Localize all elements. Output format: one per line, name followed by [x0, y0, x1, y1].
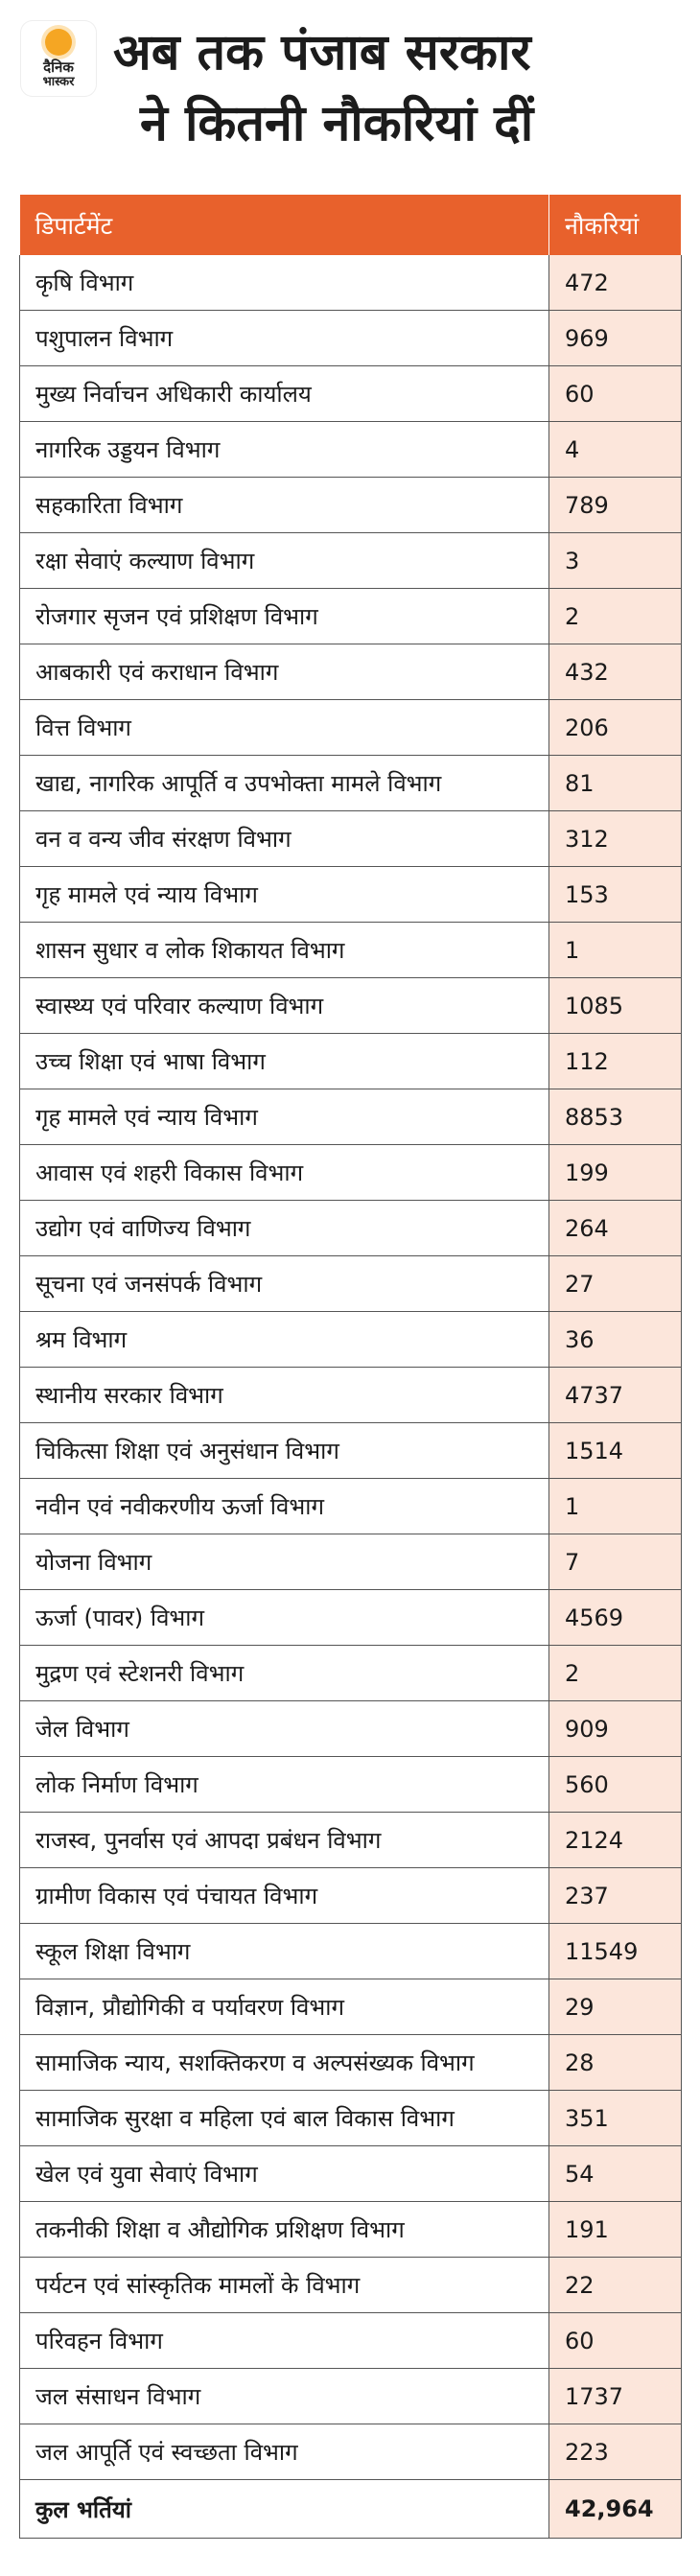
table-row — [20, 1201, 682, 1256]
table-row — [20, 366, 682, 422]
jobs-count: 7 — [549, 1534, 682, 1590]
jobs-count: 1 — [549, 923, 682, 978]
table-row — [20, 1813, 682, 1868]
jobs-count: 264 — [549, 1201, 682, 1256]
jobs-count: 969 — [549, 311, 682, 366]
table-row — [20, 1701, 682, 1757]
dainik-bhaskar-logo — [21, 21, 96, 96]
header — [0, 0, 700, 182]
title-line-2: ने कितनी नौकरियां दीं — [140, 95, 534, 152]
department-name: तकनीकी शिक्षा व औद्योगिक प्रशिक्षण विभाग — [20, 2202, 549, 2258]
jobs-count: 1737 — [549, 2369, 682, 2424]
department-name: मुद्रण एवं स्टेशनरी विभाग — [20, 1646, 549, 1701]
jobs-count: 54 — [549, 2146, 682, 2202]
jobs-count: 11549 — [549, 1924, 682, 1979]
jobs-count: 432 — [549, 644, 682, 700]
jobs-count: 60 — [549, 2313, 682, 2369]
table-row — [20, 1534, 682, 1590]
jobs-count: 199 — [549, 1145, 682, 1201]
table-row — [20, 2146, 682, 2202]
sun-icon — [45, 29, 72, 56]
jobs-count: 223 — [549, 2424, 682, 2480]
table-row — [20, 1423, 682, 1479]
table-row — [20, 1479, 682, 1534]
jobs-count: 36 — [549, 1312, 682, 1368]
department-name: स्थानीय सरकार विभाग — [20, 1368, 549, 1423]
department-name: योजना विभाग — [20, 1534, 549, 1590]
table-row — [20, 2202, 682, 2258]
jobs-count: 60 — [549, 366, 682, 422]
table-row — [20, 756, 682, 811]
total-label: कुल भर्तियां — [20, 2480, 549, 2539]
department-name: स्कूल शिक्षा विभाग — [20, 1924, 549, 1979]
department-name: जल आपूर्ति एवं स्वच्छता विभाग — [20, 2424, 549, 2480]
table-row — [20, 478, 682, 533]
department-name: ऊर्जा (पावर) विभाग — [20, 1590, 549, 1646]
table-row — [20, 1979, 682, 2035]
table-row — [20, 1757, 682, 1813]
table-row — [20, 589, 682, 644]
jobs-count: 472 — [549, 255, 682, 311]
department-name: नवीन एवं नवीकरणीय ऊर्जा विभाग — [20, 1479, 549, 1534]
department-name: परिवहन विभाग — [20, 2313, 549, 2369]
table-row — [20, 978, 682, 1034]
jobs-count: 351 — [549, 2091, 682, 2146]
table-row — [20, 2313, 682, 2369]
department-name: ग्रामीण विकास एवं पंचायत विभाग — [20, 1868, 549, 1924]
department-name: रोजगार सृजन एवं प्रशिक्षण विभाग — [20, 589, 549, 644]
department-name: स्वास्थ्य एवं परिवार कल्याण विभाग — [20, 978, 549, 1034]
department-name: रक्षा सेवाएं कल्याण विभाग — [20, 533, 549, 589]
department-name: पशुपालन विभाग — [20, 311, 549, 366]
department-name: सामाजिक न्याय, सशक्तिकरण व अल्पसंख्यक विभाग — [20, 2035, 549, 2091]
table-row — [20, 1145, 682, 1201]
table-header-row — [20, 195, 682, 255]
table-row — [20, 1089, 682, 1145]
jobs-count: 28 — [549, 2035, 682, 2091]
jobs-count: 560 — [549, 1757, 682, 1813]
table-row — [20, 533, 682, 589]
jobs-count: 1514 — [549, 1423, 682, 1479]
department-name: गृह मामले एवं न्याय विभाग — [20, 1089, 549, 1145]
jobs-count: 191 — [549, 2202, 682, 2258]
table-row — [20, 1368, 682, 1423]
total-row — [20, 2480, 682, 2539]
table-row — [20, 2091, 682, 2146]
department-name: वित्त विभाग — [20, 700, 549, 756]
table-row — [20, 811, 682, 867]
jobs-count: 3 — [549, 533, 682, 589]
jobs-table — [19, 195, 682, 2539]
jobs-count: 4737 — [549, 1368, 682, 1423]
department-name: चिकित्सा शिक्षा एवं अनुसंधान विभाग — [20, 1423, 549, 1479]
department-name: कृषि विभाग — [20, 255, 549, 311]
department-name: राजस्व, पुनर्वास एवं आपदा प्रबंधन विभाग — [20, 1813, 549, 1868]
table-row — [20, 255, 682, 311]
jobs-count: 8853 — [549, 1089, 682, 1145]
table-row — [20, 1590, 682, 1646]
jobs-count: 2 — [549, 1646, 682, 1701]
logo-text-line2: भास्कर — [42, 75, 75, 89]
department-name: सामाजिक सुरक्षा व महिला एवं बाल विकास विभाग — [20, 2091, 549, 2146]
jobs-count: 153 — [549, 867, 682, 923]
page-title — [113, 17, 688, 159]
table-row — [20, 1312, 682, 1368]
department-name: नागरिक उड्डयन विभाग — [20, 422, 549, 478]
table-row — [20, 1868, 682, 1924]
jobs-count: 4569 — [549, 1590, 682, 1646]
department-name: जल संसाधन विभाग — [20, 2369, 549, 2424]
jobs-count: 27 — [549, 1256, 682, 1312]
department-name: श्रम विभाग — [20, 1312, 549, 1368]
table-row — [20, 923, 682, 978]
jobs-count: 2124 — [549, 1813, 682, 1868]
table-row — [20, 422, 682, 478]
table-row — [20, 2035, 682, 2091]
title-line-1: अब तक पंजाब सरकार — [113, 24, 531, 82]
department-name: पर्यटन एवं सांस्कृतिक मामलों के विभाग — [20, 2258, 549, 2313]
jobs-count: 81 — [549, 756, 682, 811]
jobs-count: 237 — [549, 1868, 682, 1924]
department-name: आवास एवं शहरी विकास विभाग — [20, 1145, 549, 1201]
column-header-department: डिपार्टमेंट — [20, 195, 549, 255]
department-name: मुख्य निर्वाचन अधिकारी कार्यालय — [20, 366, 549, 422]
jobs-count: 4 — [549, 422, 682, 478]
jobs-count: 1085 — [549, 978, 682, 1034]
department-name: शासन सुधार व लोक शिकायत विभाग — [20, 923, 549, 978]
jobs-count: 112 — [549, 1034, 682, 1089]
table-row — [20, 867, 682, 923]
logo-text-line1: दैनिक — [43, 59, 74, 76]
column-header-jobs: नौकरियां — [549, 195, 682, 255]
table-row — [20, 2369, 682, 2424]
table-row — [20, 1256, 682, 1312]
jobs-count: 1 — [549, 1479, 682, 1534]
table-row — [20, 700, 682, 756]
department-name: सहकारिता विभाग — [20, 478, 549, 533]
table-row — [20, 644, 682, 700]
jobs-count: 2 — [549, 589, 682, 644]
department-name: उच्च शिक्षा एवं भाषा विभाग — [20, 1034, 549, 1089]
department-name: खेल एवं युवा सेवाएं विभाग — [20, 2146, 549, 2202]
table-row — [20, 1646, 682, 1701]
jobs-count: 29 — [549, 1979, 682, 2035]
table-row — [20, 1924, 682, 1979]
department-name: उद्योग एवं वाणिज्य विभाग — [20, 1201, 549, 1256]
jobs-count: 909 — [549, 1701, 682, 1757]
table-row — [20, 2424, 682, 2480]
table-row — [20, 1034, 682, 1089]
jobs-count: 206 — [549, 700, 682, 756]
jobs-count: 789 — [549, 478, 682, 533]
table-row — [20, 2258, 682, 2313]
department-name: आबकारी एवं कराधान विभाग — [20, 644, 549, 700]
jobs-count: 22 — [549, 2258, 682, 2313]
department-name: सूचना एवं जनसंपर्क विभाग — [20, 1256, 549, 1312]
table-body — [20, 255, 682, 2480]
department-name: जेल विभाग — [20, 1701, 549, 1757]
department-name: वन व वन्य जीव संरक्षण विभाग — [20, 811, 549, 867]
department-name: लोक निर्माण विभाग — [20, 1757, 549, 1813]
department-name: खाद्य, नागरिक आपूर्ति व उपभोक्ता मामले विभाग — [20, 756, 549, 811]
table-row — [20, 311, 682, 366]
total-value: 42,964 — [549, 2480, 682, 2539]
department-name: गृह मामले एवं न्याय विभाग — [20, 867, 549, 923]
department-name: विज्ञान, प्रौद्योगिकी व पर्यावरण विभाग — [20, 1979, 549, 2035]
jobs-count: 312 — [549, 811, 682, 867]
